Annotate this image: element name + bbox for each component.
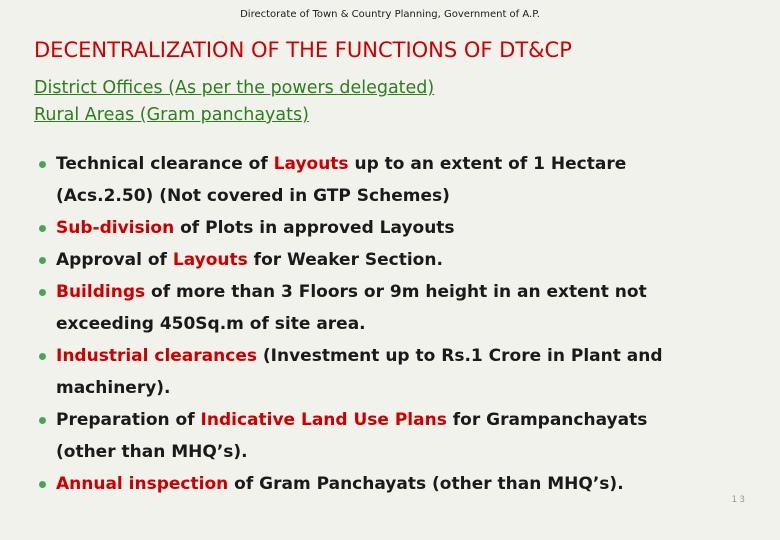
bullet-highlight: Industrial clearances <box>56 346 257 366</box>
bullet-text: Preparation of <box>56 410 201 430</box>
bullet-continuation: machinery). <box>56 378 171 398</box>
bullet-text: Technical clearance of <box>56 154 274 174</box>
slide-title: DECENTRALIZATION OF THE FUNCTIONS OF DT&CP <box>34 38 572 62</box>
page-number: 13 <box>731 495 747 505</box>
bullet-text: of more than 3 Floors or 9m height in an extent not <box>145 282 647 302</box>
bullet-highlight: Sub-division <box>56 218 175 238</box>
bullet-continuation: (other than MHQ’s). <box>56 442 248 462</box>
bullet-highlight: Buildings <box>56 282 146 302</box>
subheading-rural-areas: Rural Areas (Gram panchayats) <box>34 105 309 125</box>
subheading-district-offices: District Offices (As per the powers delegated) <box>34 78 435 98</box>
bullet-continuation: exceeding 450Sq.m of site area. <box>56 314 366 334</box>
bullet-item <box>56 276 756 340</box>
bullet-item <box>56 244 756 276</box>
bullet-highlight: Layouts <box>273 154 349 174</box>
bullet-item <box>56 404 756 468</box>
bullet-continuation: (Acs.2.50) (Not covered in GTP Schemes) <box>56 186 450 206</box>
bullet-highlight: Layouts <box>172 250 248 270</box>
bullet-text: for Weaker Section. <box>247 250 443 270</box>
bullet-text: of Gram Panchayats (other than MHQ’s). <box>228 474 624 494</box>
bullet-text: for Grampanchayats <box>446 410 648 430</box>
bullet-item <box>56 468 756 500</box>
bullet-item <box>56 212 756 244</box>
bullet-highlight: Annual inspection <box>56 474 229 494</box>
bullet-text: of Plots in approved Layouts <box>174 218 455 238</box>
bullet-text: Approval of <box>56 250 173 270</box>
bullet-item <box>56 148 756 212</box>
bullet-highlight: Indicative Land Use Plans <box>200 410 447 430</box>
bullet-text: up to an extent of 1 Hectare <box>348 154 627 174</box>
bullet-list <box>56 148 756 500</box>
slide-header: Directorate of Town & Country Planning, Government of A.P. <box>240 9 540 20</box>
bullet-item <box>56 340 756 404</box>
bullet-text: (Investment up to Rs.1 Crore in Plant and <box>256 346 663 366</box>
